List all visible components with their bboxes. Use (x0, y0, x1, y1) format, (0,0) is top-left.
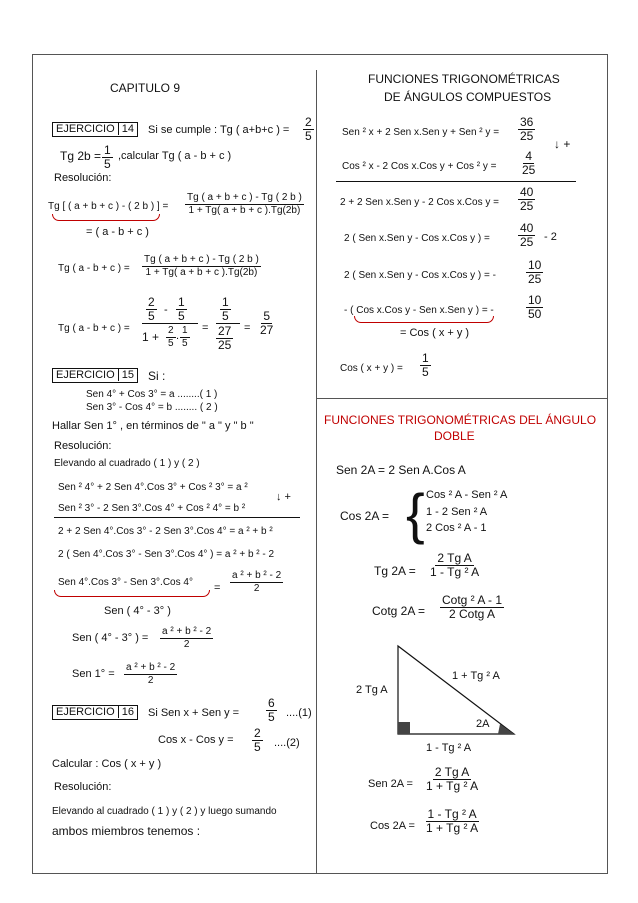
frac-2-5: 2 5 (148, 295, 155, 323)
equals: = (202, 322, 209, 334)
ej16-cond2-fraction: 2 5 (254, 726, 261, 754)
cotg2a-label: Cotg 2A = (372, 604, 426, 618)
ej14-line2-fraction: Tg ( a + b + c ) - Tg ( 2 b ) 1 + Tg( a + b + c ).Tg(2b) (144, 254, 259, 278)
right-line7-fraction: 1 5 (422, 351, 429, 379)
minus-sign: - (164, 304, 168, 316)
cos2a-b-label: Cos 2A = (370, 820, 415, 832)
ej15-eq5-left: Sen 4°.Cos 3° - Sen 3°.Cos 4° (58, 577, 193, 588)
ej15-eq2: Sen ² 3° - 2 Sen 3°.Cos 4° + Cos ² 4° = b ² (58, 503, 246, 514)
sen2a-b-fraction: 2 Tg A 1 + Tg ² A (426, 765, 479, 793)
column-divider (316, 70, 317, 874)
triangle-base: 1 - Tg ² A (426, 742, 472, 754)
triangle-hypotenuse: 1 + Tg ² A (452, 670, 500, 682)
right-line4: 2 ( Sen x.Sen y - Cos x.Cos y ) = (344, 233, 490, 244)
ej14-line3-left: Tg ( a - b + c ) = (58, 323, 130, 334)
right-line3: 2 + 2 Sen x.Sen y - 2 Cos x.Cos y = (340, 197, 499, 208)
cotg2a-fraction: Cotg ² A - 1 2 Cotg A (442, 593, 503, 621)
ej14-cond-fraction: 2 5 (305, 115, 312, 143)
ej15-cond1: Sen 4° + Cos 3° = a ........( 1 ) (86, 389, 218, 400)
ej15-plus-arrow: ↓ + (276, 491, 291, 503)
ej15-eq1: Sen ² 4° + 2 Sen 4°.Cos 3° + Cos ² 3° = a ² (58, 482, 248, 493)
main-fraction-bar (142, 323, 198, 324)
ej15-brace (54, 590, 210, 597)
right-triangle-diagram (390, 640, 522, 740)
ej15-eq4: 2 ( Sen 4°.Cos 3° - Sen 3°.Cos 4° ) = a ² + b ² - 2 (58, 549, 275, 560)
ej14-tg2b: Tg 2b = (60, 149, 102, 163)
right-line7: Cos ( x + y ) = (340, 363, 403, 374)
triangle-left-side: 2 Tg A (356, 684, 388, 696)
right-line6: - ( Cos x.Cos y - Sen x.Sen y ) = - (344, 305, 494, 316)
right-line2-fraction: 4 25 (522, 149, 536, 177)
one-plus: 1 + (142, 330, 160, 344)
ej15-eq7-left: Sen 1° = (72, 668, 115, 680)
ej15-hallar: Hallar Sen 1° , en términos de " a " y " b " (52, 420, 254, 432)
ej14-result: 5 27 (260, 309, 274, 337)
ej15-si: Si : (148, 369, 166, 383)
ej16-ambos: ambos miembros tenemos : (52, 824, 201, 838)
ej16-cond1-fraction: 6 5 (268, 696, 275, 724)
ej14-resolution: Resolución: (54, 172, 112, 184)
tg2a-fraction: 2 Tg A 1 - Tg ² A (430, 551, 480, 579)
right-line5-fraction: 10 25 (528, 258, 542, 286)
cos2a-option-3: 2 Cos ² A - 1 (426, 522, 487, 534)
frac-1-5: 1 5 (178, 295, 185, 323)
section-title-line1: FUNCIONES TRIGONOMÉTRICAS (368, 72, 560, 86)
exercise-14-label: EJERCICIO 14 (52, 122, 138, 137)
right-line1: Sen ² x + 2 Sen x.Sen y + Sen ² y = (342, 127, 500, 138)
right-line3-fraction: 40 25 (520, 185, 534, 213)
ej15-eq5-under: Sen ( 4° - 3° ) (104, 605, 171, 617)
ej15-sum-line (54, 517, 300, 518)
ej14-line1-under: = ( a - b + c ) (86, 226, 149, 238)
double-angle-title-1: FUNCIONES TRIGONOMÉTRICAS DEL ÁNGULO (324, 413, 597, 427)
right-line5: 2 ( Sen x.Sen y - Cos x.Cos y ) = - (344, 270, 496, 281)
angle-2a-mark (498, 724, 514, 734)
ej14-line1-fraction: Tg ( a + b + c ) - Tg ( 2 b ) 1 + Tg( a + b + c ).Tg(2b) (187, 192, 302, 216)
cos2a-label: Cos 2A = (340, 509, 390, 523)
right-sum-line (336, 181, 576, 182)
ej14-line2-left: Tg ( a - b + c ) = (58, 263, 130, 274)
triangle-shape (398, 646, 514, 734)
ej16-cond1-tag: ....(1) (286, 707, 312, 719)
section-title-line2: DE ÁNGULOS COMPUESTOS (384, 90, 552, 104)
exercise-15-label: EJERCICIO 15 (52, 368, 138, 383)
tg2a-label: Tg 2A = (374, 564, 416, 578)
exercise-16-label: EJERCICIO 16 (52, 705, 138, 720)
sen2a-b-label: Sen 2A = (368, 778, 413, 790)
ej15-elevando: Elevando al cuadrado ( 1 ) y ( 2 ) (54, 458, 200, 469)
equals-2: = (244, 322, 251, 334)
cos2a-brace: { (406, 482, 425, 545)
cos2a-b-fraction: 1 - Tg ² A 1 + Tg ² A (426, 807, 479, 835)
ej15-eq5-fraction: a ² + b ² - 2 2 (232, 570, 282, 594)
frac-27-25: 27 25 (218, 324, 232, 352)
right-angle-mark (398, 722, 410, 734)
frac-1-5-c: 1 5 (222, 295, 229, 323)
dot-op: . (176, 330, 180, 342)
right-line2: Cos ² x - 2 Cos x.Cos y + Cos ² y = (342, 161, 497, 172)
right-line6-under: = Cos ( x + y ) (400, 327, 470, 339)
ej15-resolution: Resolución: (54, 440, 112, 452)
ej16-elevando: Elevando al cuadrado ( 1 ) y ( 2 ) y luego sumando (52, 806, 277, 817)
triangle-angle: 2A (476, 718, 490, 730)
ej14-calc: ,calcular Tg ( a - b + c ) (118, 150, 232, 162)
right-brace (354, 316, 494, 323)
ej16-resolution: Resolución: (54, 781, 112, 793)
ej16-cond2: Cos x - Cos y = (158, 734, 234, 746)
ej15-eq6-left: Sen ( 4° - 3° ) = (72, 632, 149, 644)
ej15-eq7-fraction: a ² + b ² - 2 2 (126, 662, 176, 686)
right-line1-fraction: 36 25 (520, 115, 534, 143)
cos2a-option-2: 1 - 2 Sen ² A (426, 506, 488, 518)
right-line4-fraction: 40 25 (520, 221, 534, 249)
frac-2-5-b: 2 5 (168, 325, 174, 349)
right-line4-tail: - 2 (544, 231, 557, 243)
right-line6-fraction: 10 50 (528, 293, 542, 321)
cos2a-option-1: Cos ² A - Sen ² A (426, 489, 508, 501)
ej15-cond2: Sen 3° - Cos 4° = b ........ ( 2 ) (86, 402, 218, 413)
ej14-brace (52, 214, 160, 221)
double-angle-title-2: DOBLE (434, 429, 475, 443)
chapter-title: CAPITULO 9 (110, 81, 181, 95)
ej15-eq6-fraction: a ² + b ² - 2 2 (162, 626, 212, 650)
section-divider (316, 398, 608, 399)
ej15-eq5-equals: = (214, 582, 221, 594)
right-plus-arrow: ↓ + (554, 137, 571, 151)
ej16-cond1: Si Sen x + Sen y = (148, 707, 240, 719)
ej16-cond2-tag: ....(2) (274, 737, 300, 749)
ej16-calc: Calcular : Cos ( x + y ) (52, 758, 162, 770)
frac-1-5-b: 1 5 (182, 325, 188, 349)
ej14-tg2b-fraction: 1 5 (104, 143, 111, 171)
ej15-eq3: 2 + 2 Sen 4°.Cos 3° - 2 Sen 3°.Cos 4° = a ² + b ² (58, 526, 273, 537)
ej14-condition: Si se cumple : Tg ( a+b+c ) = (148, 124, 290, 136)
sen2a-identity: Sen 2A = 2 Sen A.Cos A (336, 463, 466, 477)
ej14-line1-left: Tg [ ( a + b + c ) - ( 2 b ) ] = (48, 201, 169, 212)
